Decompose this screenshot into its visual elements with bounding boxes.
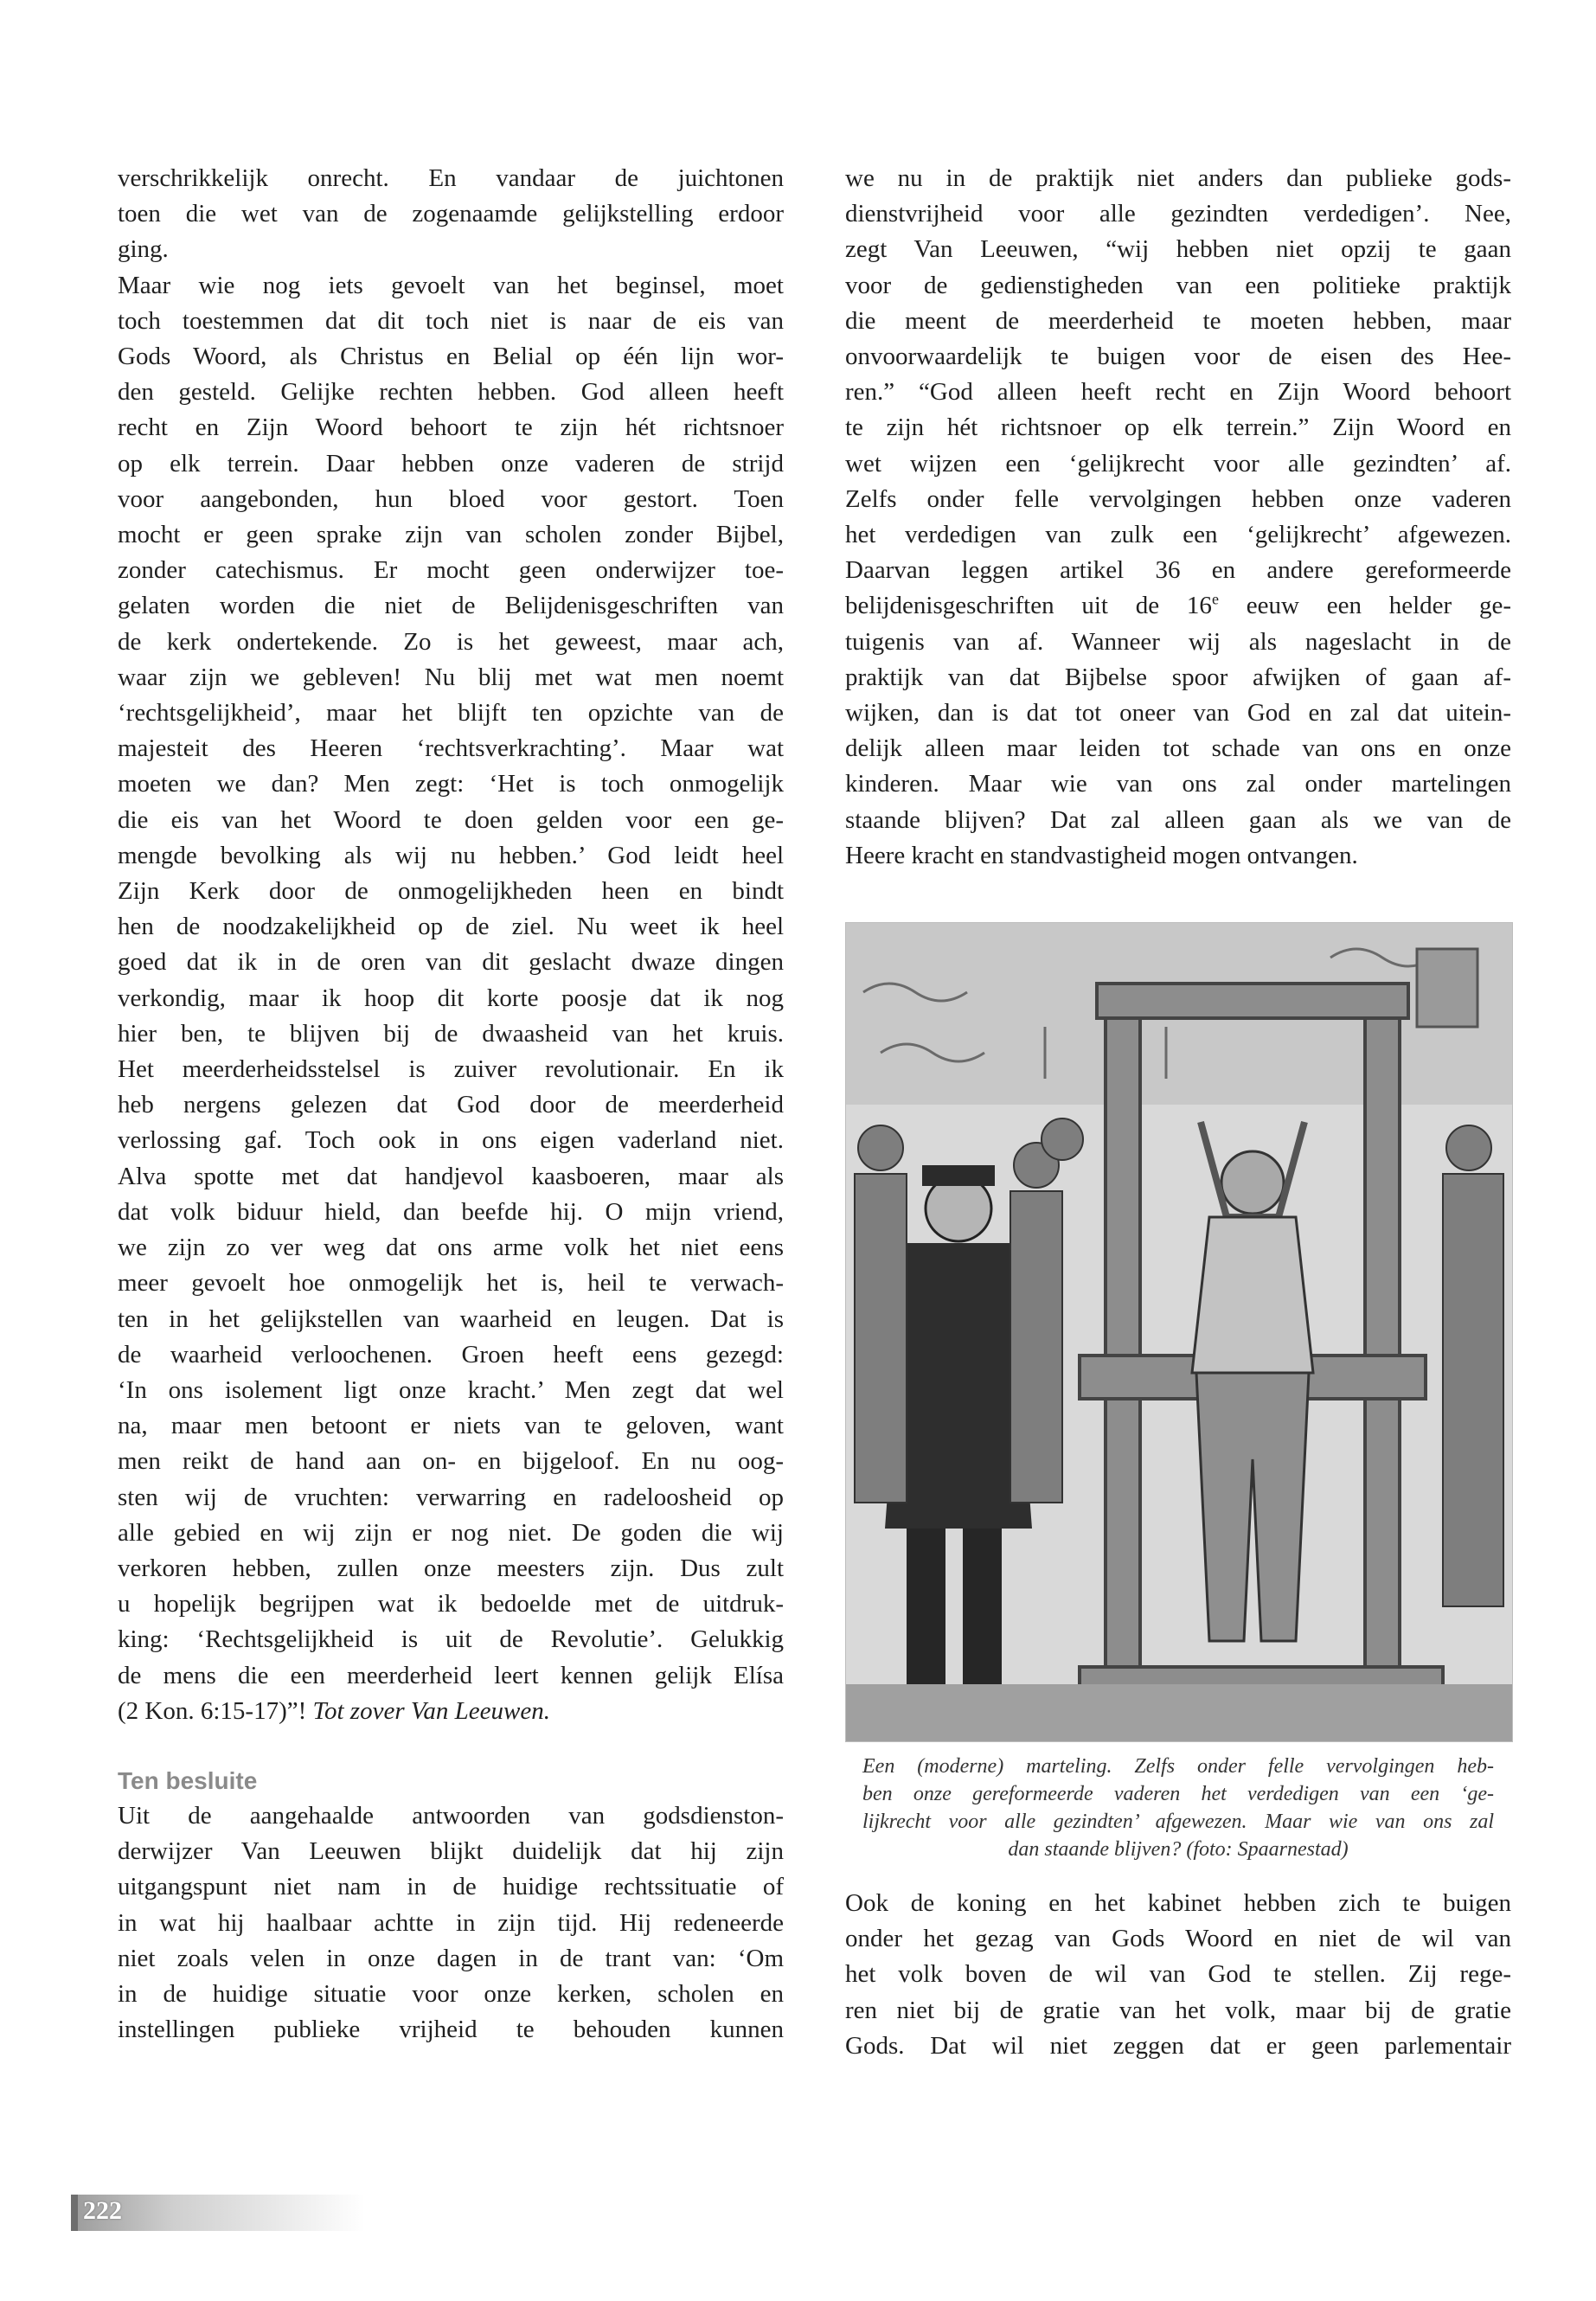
text-line: het volk boven de wil van God te stellen. Zij rege-: [845, 1960, 1511, 1989]
text-line: de mens die een meerderheid leert kennen gelijk Elísa: [118, 1661, 784, 1689]
text-line: voor de gedienstigheden van een politieke praktijk: [845, 271, 1511, 299]
text-line: mengde bevolking als wij nu hebben.’ God leidt heel: [118, 841, 784, 869]
right-paragraphs-cont: [845, 625, 1511, 874]
text-line: u hopelijk begrijpen wat ik bedoelde met de uitdruk-: [118, 1590, 784, 1618]
text-line: Het meerderheidsstelsel is zuiver revolutionair. En ik: [118, 1055, 784, 1084]
caption-line: dan staande blijven? (foto: Spaarnestad): [1008, 1838, 1349, 1862]
text-line: onder het gezag van Gods Woord en niet de wil van: [845, 1925, 1511, 1953]
superscript: e: [1211, 590, 1219, 608]
caption-line: Een (moderne) marteling. Zelfs onder felle vervolgingen heb-: [862, 1755, 1494, 1779]
text-line: toen die wet van de zogenaamde gelijkstelling erdoor: [118, 200, 784, 228]
text-line: tuigenis van af. Wanneer wij als nageslacht in de: [845, 627, 1511, 656]
text-line: hen de noodzakelijkheid op de ziel. Nu weet ik heel: [118, 913, 784, 941]
text-line: Zelfs onder felle vervolgingen hebben onze vaderen: [845, 484, 1511, 513]
page-number: 222: [83, 2196, 122, 2225]
text-fragment: eeuw een helder ge-: [1218, 592, 1511, 620]
right-paragraphs: [845, 161, 1511, 553]
text-line: Ook de koning en het kabinet hebben zich te buigen: [845, 1889, 1511, 1918]
text-line: Uit de aangehaalde antwoorden van godsdienston-: [118, 1801, 784, 1830]
text-line: derwijzer Van Leeuwen blijkt duidelijk dat hij zijn: [118, 1837, 784, 1866]
text-line: gelaten worden die niet de Belijdenisgeschriften van: [118, 592, 784, 620]
text-line: heb nergens gelezen dat God door de meerderheid: [118, 1091, 784, 1119]
text-line: [845, 588, 1511, 624]
section-heading: Ten besluite: [118, 1766, 258, 1794]
text-line: ‘In ons isolement ligt onze kracht.’ Men zegt dat wel: [118, 1375, 784, 1404]
text-line: uitgangspunt niet nam in de huidige rechtssituatie of: [118, 1873, 784, 1901]
text-line: staande blijven? Dat zal alleen gaan als we van de: [845, 805, 1511, 834]
left-column: [118, 161, 784, 2048]
text-line: ‘rechtsgelijkheid’, maar het blijft ten opzichte van de: [118, 699, 784, 727]
quote-attribution: Tot zover Van Leeuwen.: [312, 1696, 550, 1725]
torture-scene-image: [846, 923, 1512, 1741]
left-paragraphs: [118, 161, 784, 1694]
text-line: de kerk ondertekende. Zo is het geweest, maar ach,: [118, 627, 784, 656]
figure-caption: [862, 1753, 1494, 1863]
text-line: wet wijzen een ‘gelijkrecht voor alle gezindten’ af.: [845, 449, 1511, 478]
quote-ending: (2 Kon. 6:15-17)”!: [118, 1696, 313, 1725]
text-line: king: ‘Rechtsgelijkheid is uit de Revolutie’. Gelukkig: [118, 1625, 784, 1654]
text-line: delijk alleen maar leiden tot schade van ons en onze: [845, 734, 1511, 763]
text-line: waar zijn we gebleven! Nu blij met wat men noemt: [118, 663, 784, 691]
text-line: ging.: [118, 235, 169, 264]
text-line: verkondig, maar ik hoop dit korte poosje dat ik nog: [118, 984, 784, 1012]
text-line: Alva spotte met dat handjevol kaasboeren, maar als: [118, 1162, 784, 1190]
text-line: instellingen publieke vrijheid te behouden kunnen: [118, 2016, 784, 2044]
text-line: toch toestemmen dat dit toch niet is naar de eis van: [118, 306, 784, 335]
text-line: men reikt de hand aan on- en bijgeloof. En nu oog-: [118, 1447, 784, 1476]
text-line: zegt Van Leeuwen, “wij hebben niet opzij te gaan: [845, 235, 1511, 264]
text-line: den gesteld. Gelijke rechten hebben. God alleen heeft: [118, 378, 784, 407]
text-line: het verdedigen van zulk een ‘gelijkrecht’ afgewezen.: [845, 521, 1511, 549]
text-line: Gods. Dat wil niet zeggen dat er geen parlementair: [845, 2031, 1511, 2060]
text-line: die meent de meerderheid te moeten hebben, maar: [845, 306, 1511, 335]
text-line: de waarheid verloochenen. Groen heeft eens gezegd:: [118, 1340, 784, 1368]
text-line: die eis van het Woord te doen gelden voor een ge-: [118, 805, 784, 834]
illustration: [845, 922, 1513, 1742]
text-line: in wat hij haalbaar achtte in zijn tijd. Hij redeneerde: [118, 1908, 784, 1937]
left-paragraphs-conclusion: [118, 1798, 784, 2048]
text-fragment: belijdenisgeschriften uit de 16: [845, 592, 1212, 620]
text-line: praktijk van dat Bijbelse spoor afwijken of gaan af-: [845, 663, 1511, 691]
text-line: in de huidige situatie voor onze kerken, scholen en: [118, 1979, 784, 2008]
text-line: te zijn hét richtsnoer op elk terrein.” Zijn Woord en: [845, 413, 1511, 442]
text-line: onvoorwaardelijk te buigen voor de eisen des Hee-: [845, 343, 1511, 371]
text-line: na, maar men betoont er niets van te geloven, want: [118, 1412, 784, 1440]
text-line: op elk terrein. Daar hebben onze vaderen de strijd: [118, 449, 784, 478]
text-line: Maar wie nog iets gevoelt van het beginsel, moet: [118, 271, 784, 299]
text-line: we zijn zo ver weg dat ons arme volk het niet eens: [118, 1234, 784, 1262]
text-line: verlossing gaf. Toch ook in ons eigen vaderland niet.: [118, 1126, 784, 1155]
text-line: dienstvrijheid voor alle gezindten verdedigen’. Nee,: [845, 200, 1511, 228]
text-line: voor aangebonden, hun bloed voor gestort. Toen: [118, 484, 784, 513]
text-line: [118, 1694, 784, 1729]
text-line: wijken, dan is dat tot oneer van God en zal dat uitein-: [845, 699, 1511, 727]
right-paragraphs-end: [845, 1886, 1511, 2064]
text-line: verkoren hebben, zullen onze meesters zijn. Dus zult: [118, 1554, 784, 1582]
text-line: mocht er geen sprake zijn van scholen zonder Bijbel,: [118, 521, 784, 549]
caption-line: lijkrecht voor alle gezindten’ afgewezen. Maar wie van ons zal: [862, 1811, 1494, 1834]
text-line: moeten we dan? Men zegt: ‘Het is toch onmogelijk: [118, 770, 784, 798]
right-column: [845, 161, 1511, 2064]
text-line: dat volk biduur hield, dan beefde hij. O mijn vriend,: [118, 1197, 784, 1226]
text-line: goed dat ik in de oren van dit geslacht dwaze dingen: [118, 948, 784, 977]
text-line: we nu in de praktijk niet anders dan publieke gods-: [845, 164, 1511, 192]
text-line: majesteit des Heeren ‘rechtsverkrachting’. Maar wat: [118, 734, 784, 763]
text-line: zonder catechismus. Er mocht geen onderwijzer toe-: [118, 556, 784, 585]
footer-tick: [71, 2195, 78, 2231]
text-line: ten in het gelijkstellen van waarheid en leugen. Dat is: [118, 1304, 784, 1333]
caption-line: ben onze gereformeerde vaderen het verdedigen van een ‘ge-: [862, 1783, 1494, 1806]
text-line: ren.” “God alleen heeft recht en Zijn Woord behoort: [845, 378, 1511, 407]
text-line: kinderen. Maar wie van ons zal onder martelingen: [845, 770, 1511, 798]
text-line: Gods Woord, als Christus en Belial op één lijn wor-: [118, 343, 784, 371]
text-line: verschrikkelijk onrecht. En vandaar de juichtonen: [118, 164, 784, 192]
text-line: sten wij de vruchten: verwarring en radeloosheid op: [118, 1483, 784, 1511]
text-line: Zijn Kerk door de onmogelijkheden heen en bindt: [118, 877, 784, 906]
text-line: hier ben, te blijven bij de dwaasheid van het kruis.: [118, 1019, 784, 1048]
text-line: niet zoals velen in onze dagen in de trant van: ‘Om: [118, 1944, 784, 1972]
text-line: recht en Zijn Woord behoort te zijn hét richtsnoer: [118, 413, 784, 442]
text-line: ren niet bij de gratie van het volk, maar bij de gratie: [845, 1996, 1511, 2024]
text-line: Daarvan leggen artikel 36 en andere gereformeerde: [845, 556, 1511, 585]
text-line: alle gebied en wij zijn er nog niet. De goden die wij: [118, 1518, 784, 1547]
text-line: meer gevoelt hoe onmogelijk het is, heil te verwach-: [118, 1269, 784, 1298]
text-line: Heere kracht en standvastigheid mogen ontvangen.: [845, 841, 1358, 869]
